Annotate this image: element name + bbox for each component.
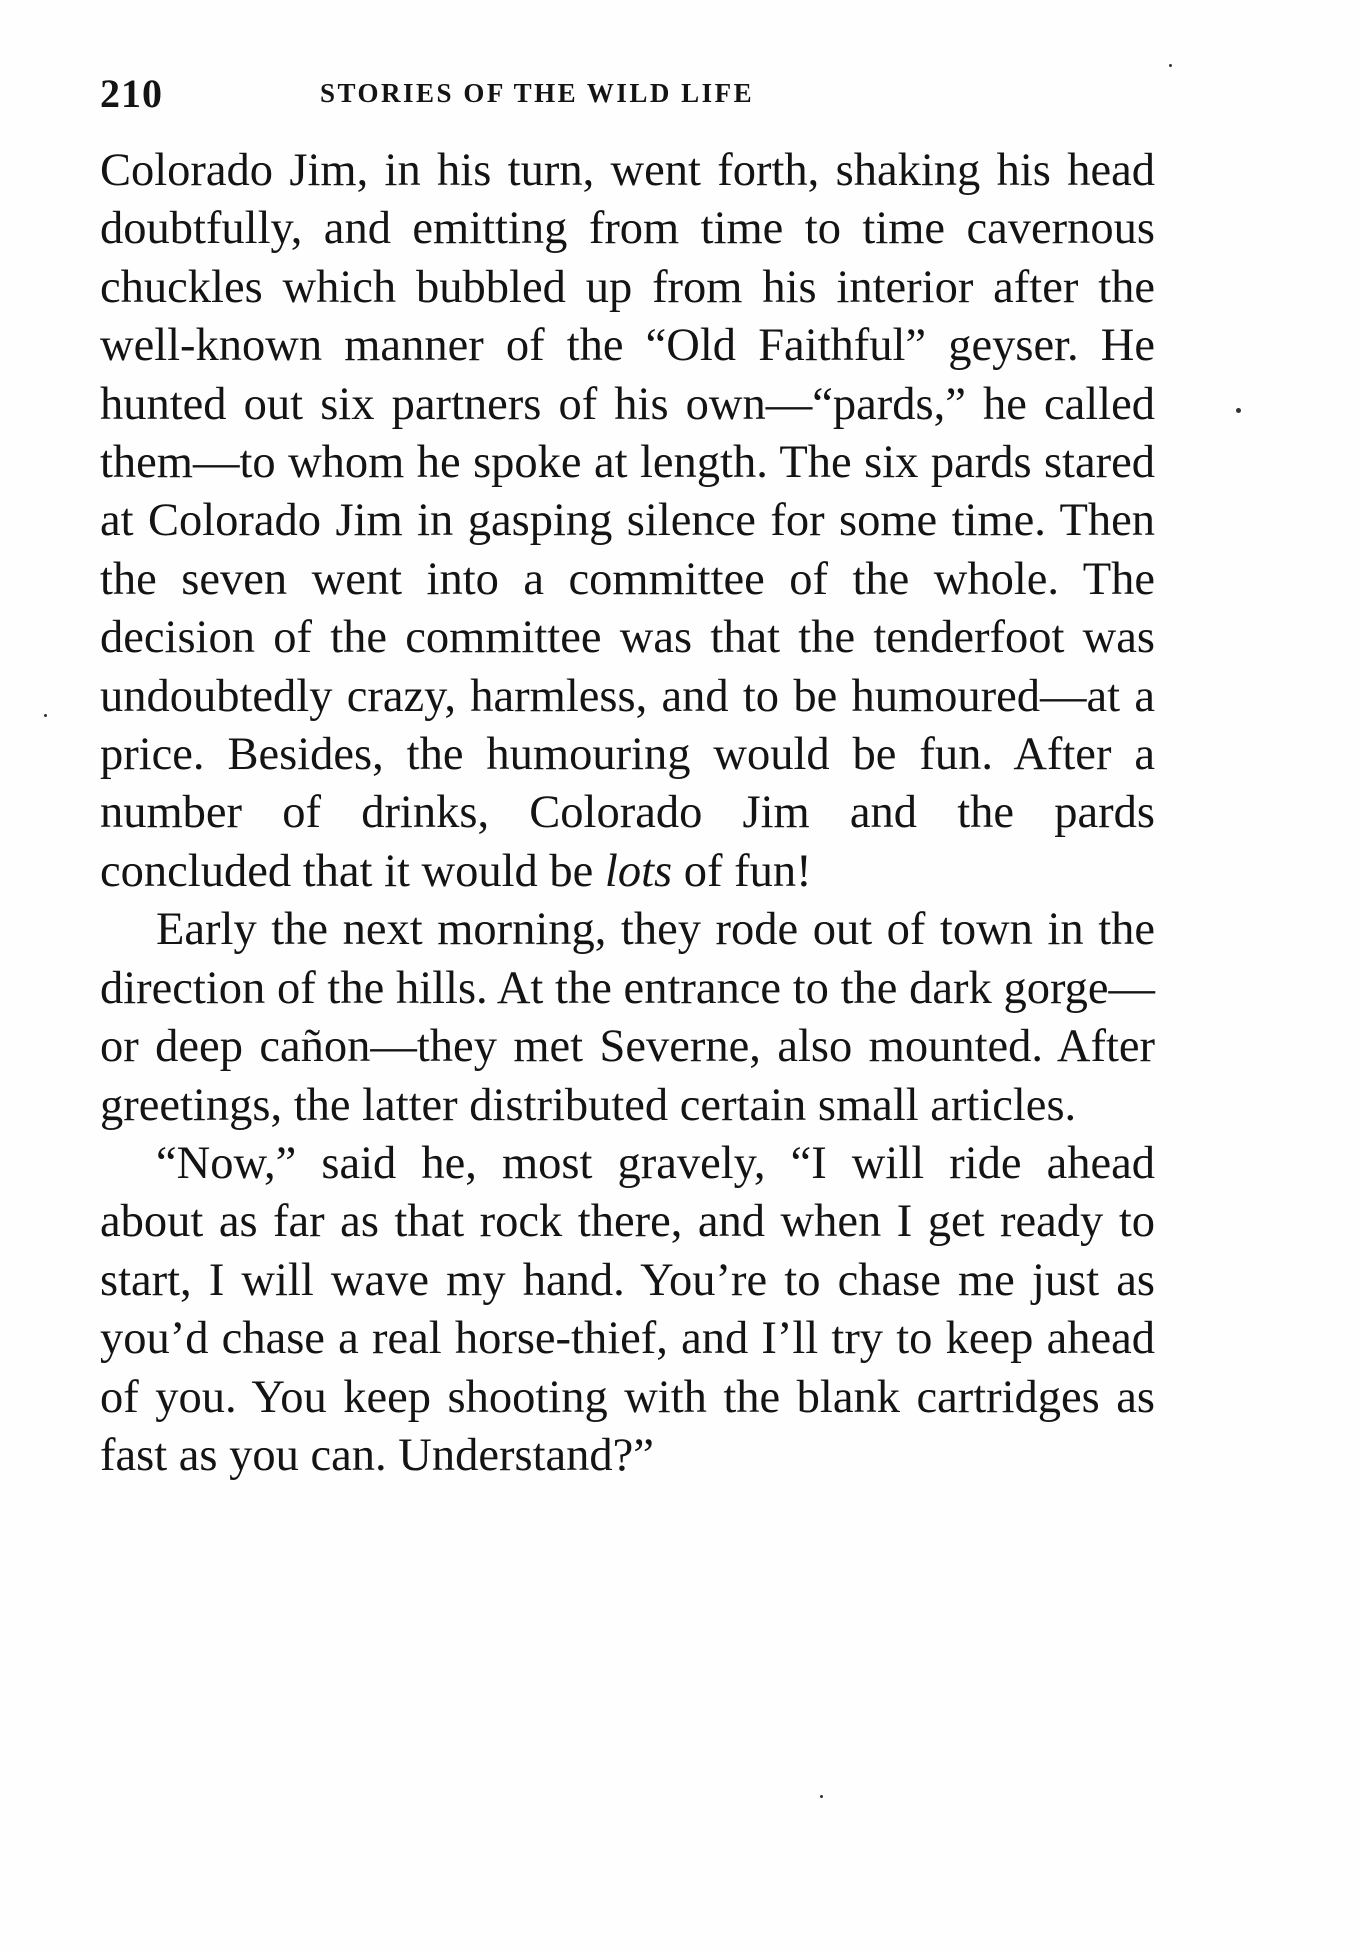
page-number: 210 [100, 71, 163, 116]
paragraph-3: “Now,” said he, most gravely, “I will ride ahead about as far as that rock there, and when I get ready to start, I will wave my hand. You’re to chase me just as you’d chase a real horse-thief, and I’ll try to keep ahead of you. You keep shooting with the blank cartridges as fast as you can. Understand?” [100, 1137, 1155, 1481]
running-title: STORIES OF THE WILD LIFE [320, 78, 755, 108]
paragraph-1-ending: of fun! [672, 845, 812, 897]
print-speck [1169, 64, 1172, 67]
paragraph-1-text: Colorado Jim, in his turn, went forth, shaking his head doubtfully, and emitting from time to time cavernous chuckles which bubbled up from his interior after the well-known manner of the “Old Faithful” geyser. He hunted out six partners of his own—“pards,” he called them—to whom he spoke at length. The six pards stared at Colorado Jim in gasping silence for some time. Then the seven went into a committee of the whole. The decision of the committee was that the tenderfoot was undoubtedly crazy, harmless, and to be humoured—at a price. Besides, the humouring would be fun. After a number of drinks, Colorado Jim and the pards concluded that it would be [100, 145, 1155, 897]
print-speck [820, 1795, 823, 1798]
print-speck [1236, 408, 1241, 413]
emphasis-lots: lots [604, 845, 673, 897]
paragraph-1 [100, 142, 1155, 901]
running-head [100, 70, 1160, 120]
print-speck [44, 714, 47, 717]
paragraph-2: Early the next morning, they rode out of town in the direction of the hills. At the entrance to the dark gorge—or deep cañon—they met Severne, also mounted. After greetings, the latter distributed certain small articles. [100, 904, 1155, 1131]
body-text [100, 142, 1155, 1485]
